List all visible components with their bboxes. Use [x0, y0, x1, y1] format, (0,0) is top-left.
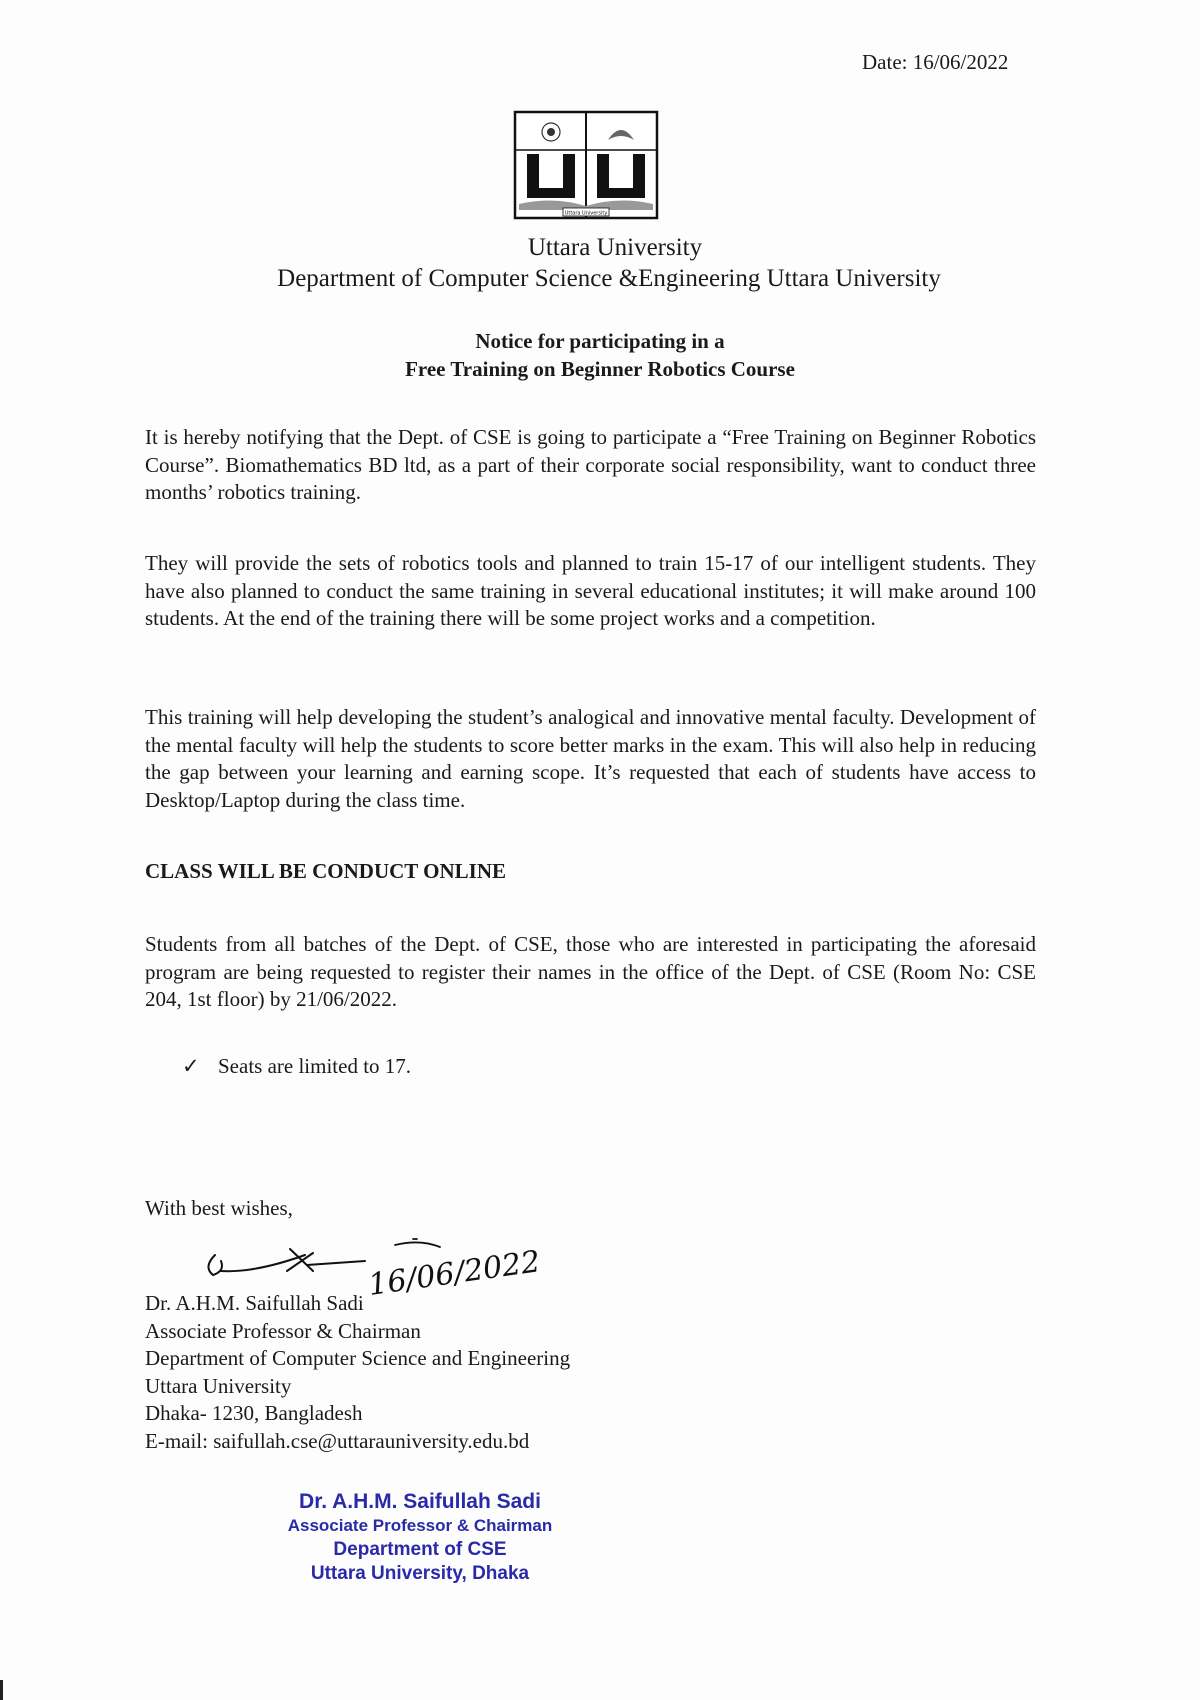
stamp-department: Department of CSE — [333, 1539, 507, 1560]
scan-edge-mark — [0, 1680, 3, 1700]
notice-title — [0, 327, 1200, 383]
paragraph-benefits: This training will help developing the student’s analogical and innovative mental faculty. Development of the mental faculty will help the students to score better marks in the exam. This will also help in reducing the gap between your learning and earning scope. It’s requested that each of students have access to Desktop/Laptop during the class time. — [145, 705, 1036, 812]
signatory-name: Dr. A.H.M. Saifullah Sadi — [145, 1291, 364, 1315]
signatory-department: Department of Computer Science and Engineering — [145, 1346, 571, 1370]
notice-title-line1: Notice for participating in a — [475, 329, 725, 353]
signatory-block — [145, 1290, 570, 1455]
stamp-university: Uttara University, Dhaka — [310, 1563, 530, 1584]
online-class-heading: CLASS WILL BE CONDUCT ONLINE — [145, 859, 506, 883]
paragraph-registration: Students from all batches of the Dept. of CSE, those who are interested in participating the aforesaid program are being requested to register their names in the office of the Dept. of CSE (Room No: CSE 204, 1st floor) by 21/06/2022. — [145, 932, 1036, 1011]
logo-caption: Uttara University — [564, 210, 608, 217]
signatory-university: Uttara University — [145, 1373, 292, 1398]
handwritten-date: 16/06/2022 — [366, 1244, 543, 1303]
paragraph-details: They will provide the sets of robotics tools and planned to train 15-17 of our intelligent students. They have also planned to conduct the same training in several educational institutes; it will make around 100 students. At the end of the training there will be some project works and a competition. — [145, 551, 1036, 630]
paragraph-intro: It is hereby notifying that the Dept. of CSE is going to participate a “Free Training on Beginner Robotics Course”. Biomathematics BD ltd, as a part of their corporate social responsibility, want to conduct three months’ robotics training. — [145, 425, 1036, 504]
seats-bullet-text: Seats are limited to 17. — [218, 1054, 412, 1078]
signatory-address: Dhaka- 1230, Bangladesh — [145, 1401, 363, 1425]
university-logo-icon — [513, 110, 659, 222]
official-stamp — [270, 1490, 570, 1586]
checkmark-icon: ✓ — [182, 1054, 200, 1078]
department-name: Department of Computer Science &Engineering Uttara University — [277, 265, 941, 292]
notice-date: Date: 16/06/2022 — [862, 50, 1009, 74]
signatory-position: Associate Professor & Chairman — [145, 1318, 421, 1343]
university-name: Uttara University — [527, 234, 703, 261]
seats-bullet — [182, 1054, 411, 1079]
stamp-position: Associate Professor & Chairman — [287, 1516, 553, 1535]
stamp-name: Dr. A.H.M. Saifullah Sadi — [299, 1490, 541, 1513]
signatory-email: E-mail: saifullah.cse@uttarauniversity.edu.bd — [145, 1428, 530, 1453]
notice-title-line2: Free Training on Beginner Robotics Course — [405, 357, 795, 381]
closing-wishes: With best wishes, — [145, 1196, 293, 1220]
